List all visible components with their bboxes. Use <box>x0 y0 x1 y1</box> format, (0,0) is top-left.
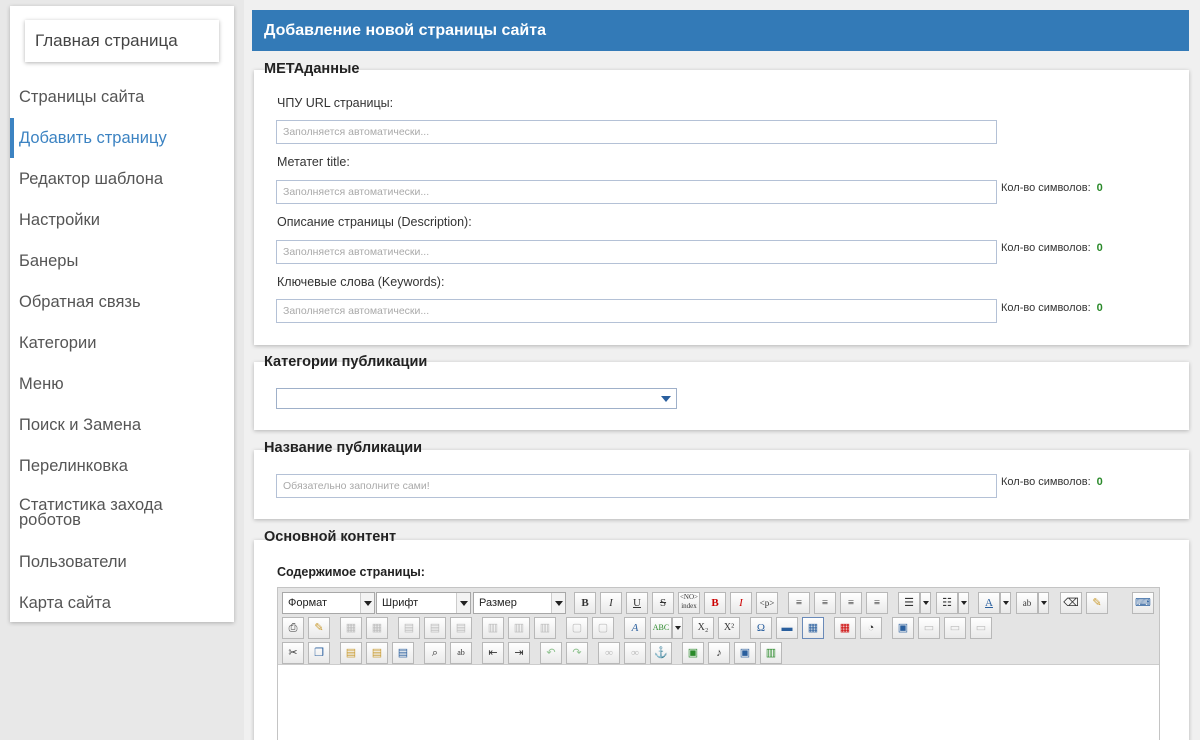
noindex-icon[interactable]: <NO> index <box>678 592 700 614</box>
sidebar-item-feedback[interactable]: Обратная связь <box>19 293 141 311</box>
superscript-icon[interactable]: X² <box>718 617 740 639</box>
publication-name-panel <box>254 450 1189 519</box>
description-input[interactable] <box>276 240 997 264</box>
sidebar-item-interlinking[interactable]: Перелинковка <box>19 457 128 475</box>
description-label: Описание страницы (Description): <box>277 215 472 229</box>
insert-row-icon[interactable]: ▤ <box>398 617 420 639</box>
category-select[interactable] <box>276 388 677 409</box>
horizontal-rule-icon[interactable]: ▬ <box>776 617 798 639</box>
keywords-input[interactable] <box>276 299 997 323</box>
insert-row-below-icon[interactable]: ▤ <box>424 617 446 639</box>
chevron-down-icon[interactable] <box>958 592 969 614</box>
chevron-down-icon <box>661 396 671 402</box>
clock-icon[interactable]: ◔ <box>860 617 882 639</box>
bullet-list-icon[interactable]: ☰ <box>898 592 920 614</box>
unlink-icon[interactable]: ∞ <box>624 642 646 664</box>
find-icon[interactable]: ⌕ <box>424 642 446 664</box>
replace-icon[interactable]: ab <box>450 642 472 664</box>
size-combo-label: Размер <box>479 597 517 609</box>
chevron-down-icon <box>360 593 374 613</box>
format-combo-label: Формат <box>288 597 328 609</box>
underline-icon[interactable]: U <box>626 592 648 614</box>
chevron-down-icon[interactable] <box>1000 592 1011 614</box>
link-icon[interactable]: ∞ <box>598 642 620 664</box>
categories-section-title: Категории публикации <box>264 354 428 370</box>
content-section-title: Основной контент <box>264 529 397 545</box>
title-label: Метатег title: <box>277 155 350 169</box>
editor-content-area[interactable] <box>278 664 1159 740</box>
editor-label: Содержимое страницы: <box>277 565 425 579</box>
calendar-icon[interactable]: ▦ <box>834 617 856 639</box>
sidebar-item-categories[interactable]: Категории <box>19 334 97 352</box>
redo-icon[interactable]: ↷ <box>566 642 588 664</box>
cut-icon[interactable]: ✂ <box>282 642 304 664</box>
split-cells-icon[interactable]: ▢ <box>592 617 614 639</box>
sidebar-item-robot-stats[interactable]: Статистика захода роботов <box>19 496 163 529</box>
home-button[interactable]: Главная страница <box>25 20 219 62</box>
sidebar-item-add-page[interactable]: Добавить страницу <box>10 118 234 159</box>
font-combo[interactable] <box>376 592 471 614</box>
outdent-icon[interactable]: ⇤ <box>482 642 504 664</box>
align-justify-icon[interactable]: ≡ <box>866 592 888 614</box>
insert-col-after-icon[interactable]: ▥ <box>508 617 530 639</box>
counter-value: 0 <box>1096 476 1103 488</box>
align-center-icon[interactable]: ≡ <box>814 592 836 614</box>
sidebar-item-menu[interactable]: Меню <box>19 375 64 393</box>
print-icon[interactable]: ⎙ <box>282 617 304 639</box>
bold-icon[interactable]: B <box>574 592 596 614</box>
style-icon[interactable]: A <box>624 617 646 639</box>
sidebar-item-banners[interactable]: Банеры <box>19 252 79 270</box>
layer-forward-icon[interactable]: ▭ <box>970 617 992 639</box>
anchor-icon[interactable]: ⚓ <box>650 642 672 664</box>
marker-icon[interactable]: ✎ <box>1086 592 1108 614</box>
counter-label: Кол-во символов: <box>1001 302 1091 314</box>
page-title: Добавление новой страницы сайта <box>252 10 1189 51</box>
format-combo[interactable] <box>282 592 375 614</box>
keywords-counter <box>1001 302 1103 314</box>
indent-icon[interactable]: ⇥ <box>508 642 530 664</box>
toolbar-row-2 <box>282 617 1162 639</box>
insert-image-icon[interactable]: ▣ <box>682 642 704 664</box>
publication-name-input[interactable] <box>276 474 997 498</box>
main-content <box>244 0 1200 740</box>
paste-word-icon[interactable]: ▤ <box>392 642 414 664</box>
strikethrough-icon[interactable]: S <box>652 592 674 614</box>
sidebar-nav <box>10 77 234 624</box>
undo-icon[interactable]: ↶ <box>540 642 562 664</box>
table-insert-icon[interactable]: ▦ <box>340 617 362 639</box>
keyboard-icon[interactable]: ⌨ <box>1132 592 1154 614</box>
table-props-icon[interactable]: ▦ <box>366 617 388 639</box>
publication-name-counter <box>1001 476 1103 488</box>
categories-panel <box>254 362 1189 430</box>
bold-css-icon[interactable]: B <box>704 592 726 614</box>
title-input[interactable] <box>276 180 997 204</box>
insert-col-icon[interactable]: ▥ <box>482 617 504 639</box>
sidebar-item-users[interactable]: Пользователи <box>19 553 127 571</box>
paste-icon[interactable]: ▤ <box>340 642 362 664</box>
rich-text-editor <box>277 587 1160 740</box>
fullscreen-icon[interactable]: ▣ <box>892 617 914 639</box>
sidebar <box>10 6 234 622</box>
italic-icon[interactable]: I <box>600 592 622 614</box>
meta-section-title: МЕТАданные <box>264 61 360 77</box>
edit-source-icon[interactable]: ✎ <box>308 617 330 639</box>
special-char-icon[interactable]: Ω <box>750 617 772 639</box>
chevron-down-icon[interactable] <box>1038 592 1049 614</box>
copy-icon[interactable]: ❐ <box>308 642 330 664</box>
sidebar-item-settings[interactable]: Настройки <box>19 211 100 229</box>
url-input[interactable] <box>276 120 997 144</box>
toolbar-row-3 <box>282 642 1162 664</box>
paragraph-tag-icon[interactable]: <p> <box>756 592 778 614</box>
sidebar-item-search-replace[interactable]: Поиск и Замена <box>19 416 142 434</box>
meta-panel <box>254 70 1189 345</box>
counter-value: 0 <box>1096 182 1103 194</box>
numbered-list-icon[interactable]: ☷ <box>936 592 958 614</box>
paste-text-icon[interactable]: ▤ <box>366 642 388 664</box>
counter-value: 0 <box>1096 242 1103 254</box>
delete-row-icon[interactable]: ▤ <box>450 617 472 639</box>
layer-back-icon[interactable]: ▭ <box>944 617 966 639</box>
insert-video-icon[interactable]: ▥ <box>760 642 782 664</box>
layer-icon[interactable]: ▭ <box>918 617 940 639</box>
counter-label: Кол-во символов: <box>1001 476 1091 488</box>
keywords-label: Ключевые слова (Keywords): <box>277 275 445 289</box>
chevron-down-icon <box>551 593 565 613</box>
publication-name-section-title: Название публикации <box>264 440 423 456</box>
spellcheck-icon[interactable]: ABC <box>650 617 672 639</box>
text-color-icon[interactable]: A <box>978 592 1000 614</box>
counter-label: Кол-во символов: <box>1001 182 1091 194</box>
highlight-icon[interactable]: ab <box>1016 592 1038 614</box>
chevron-down-icon[interactable] <box>920 592 931 614</box>
content-panel <box>254 540 1189 740</box>
size-combo[interactable] <box>473 592 566 614</box>
table-grid-icon[interactable]: ▦ <box>802 617 824 639</box>
subscript-icon[interactable]: X₂ <box>692 617 714 639</box>
title-counter <box>1001 182 1103 194</box>
chevron-down-icon[interactable] <box>672 617 683 639</box>
merge-cells-icon[interactable]: ▢ <box>566 617 588 639</box>
eraser-icon[interactable]: ⌫ <box>1060 592 1082 614</box>
delete-col-icon[interactable]: ▥ <box>534 617 556 639</box>
insert-flash-icon[interactable]: ▣ <box>734 642 756 664</box>
font-combo-label: Шрифт <box>382 597 419 609</box>
description-counter <box>1001 242 1103 254</box>
counter-value: 0 <box>1096 302 1103 314</box>
align-left-icon[interactable]: ≡ <box>788 592 810 614</box>
align-right-icon[interactable]: ≡ <box>840 592 862 614</box>
url-label: ЧПУ URL страницы: <box>277 96 394 110</box>
sidebar-item-site-pages[interactable]: Страницы сайта <box>19 88 145 106</box>
sidebar-item-template-editor[interactable]: Редактор шаблона <box>19 170 164 188</box>
counter-label: Кол-во символов: <box>1001 242 1091 254</box>
toolbar-row-1 <box>282 592 1162 614</box>
italic-css-icon[interactable]: I <box>730 592 752 614</box>
sidebar-item-sitemap[interactable]: Карта сайта <box>19 594 111 612</box>
insert-media-icon[interactable]: ♪ <box>708 642 730 664</box>
chevron-down-icon <box>456 593 470 613</box>
